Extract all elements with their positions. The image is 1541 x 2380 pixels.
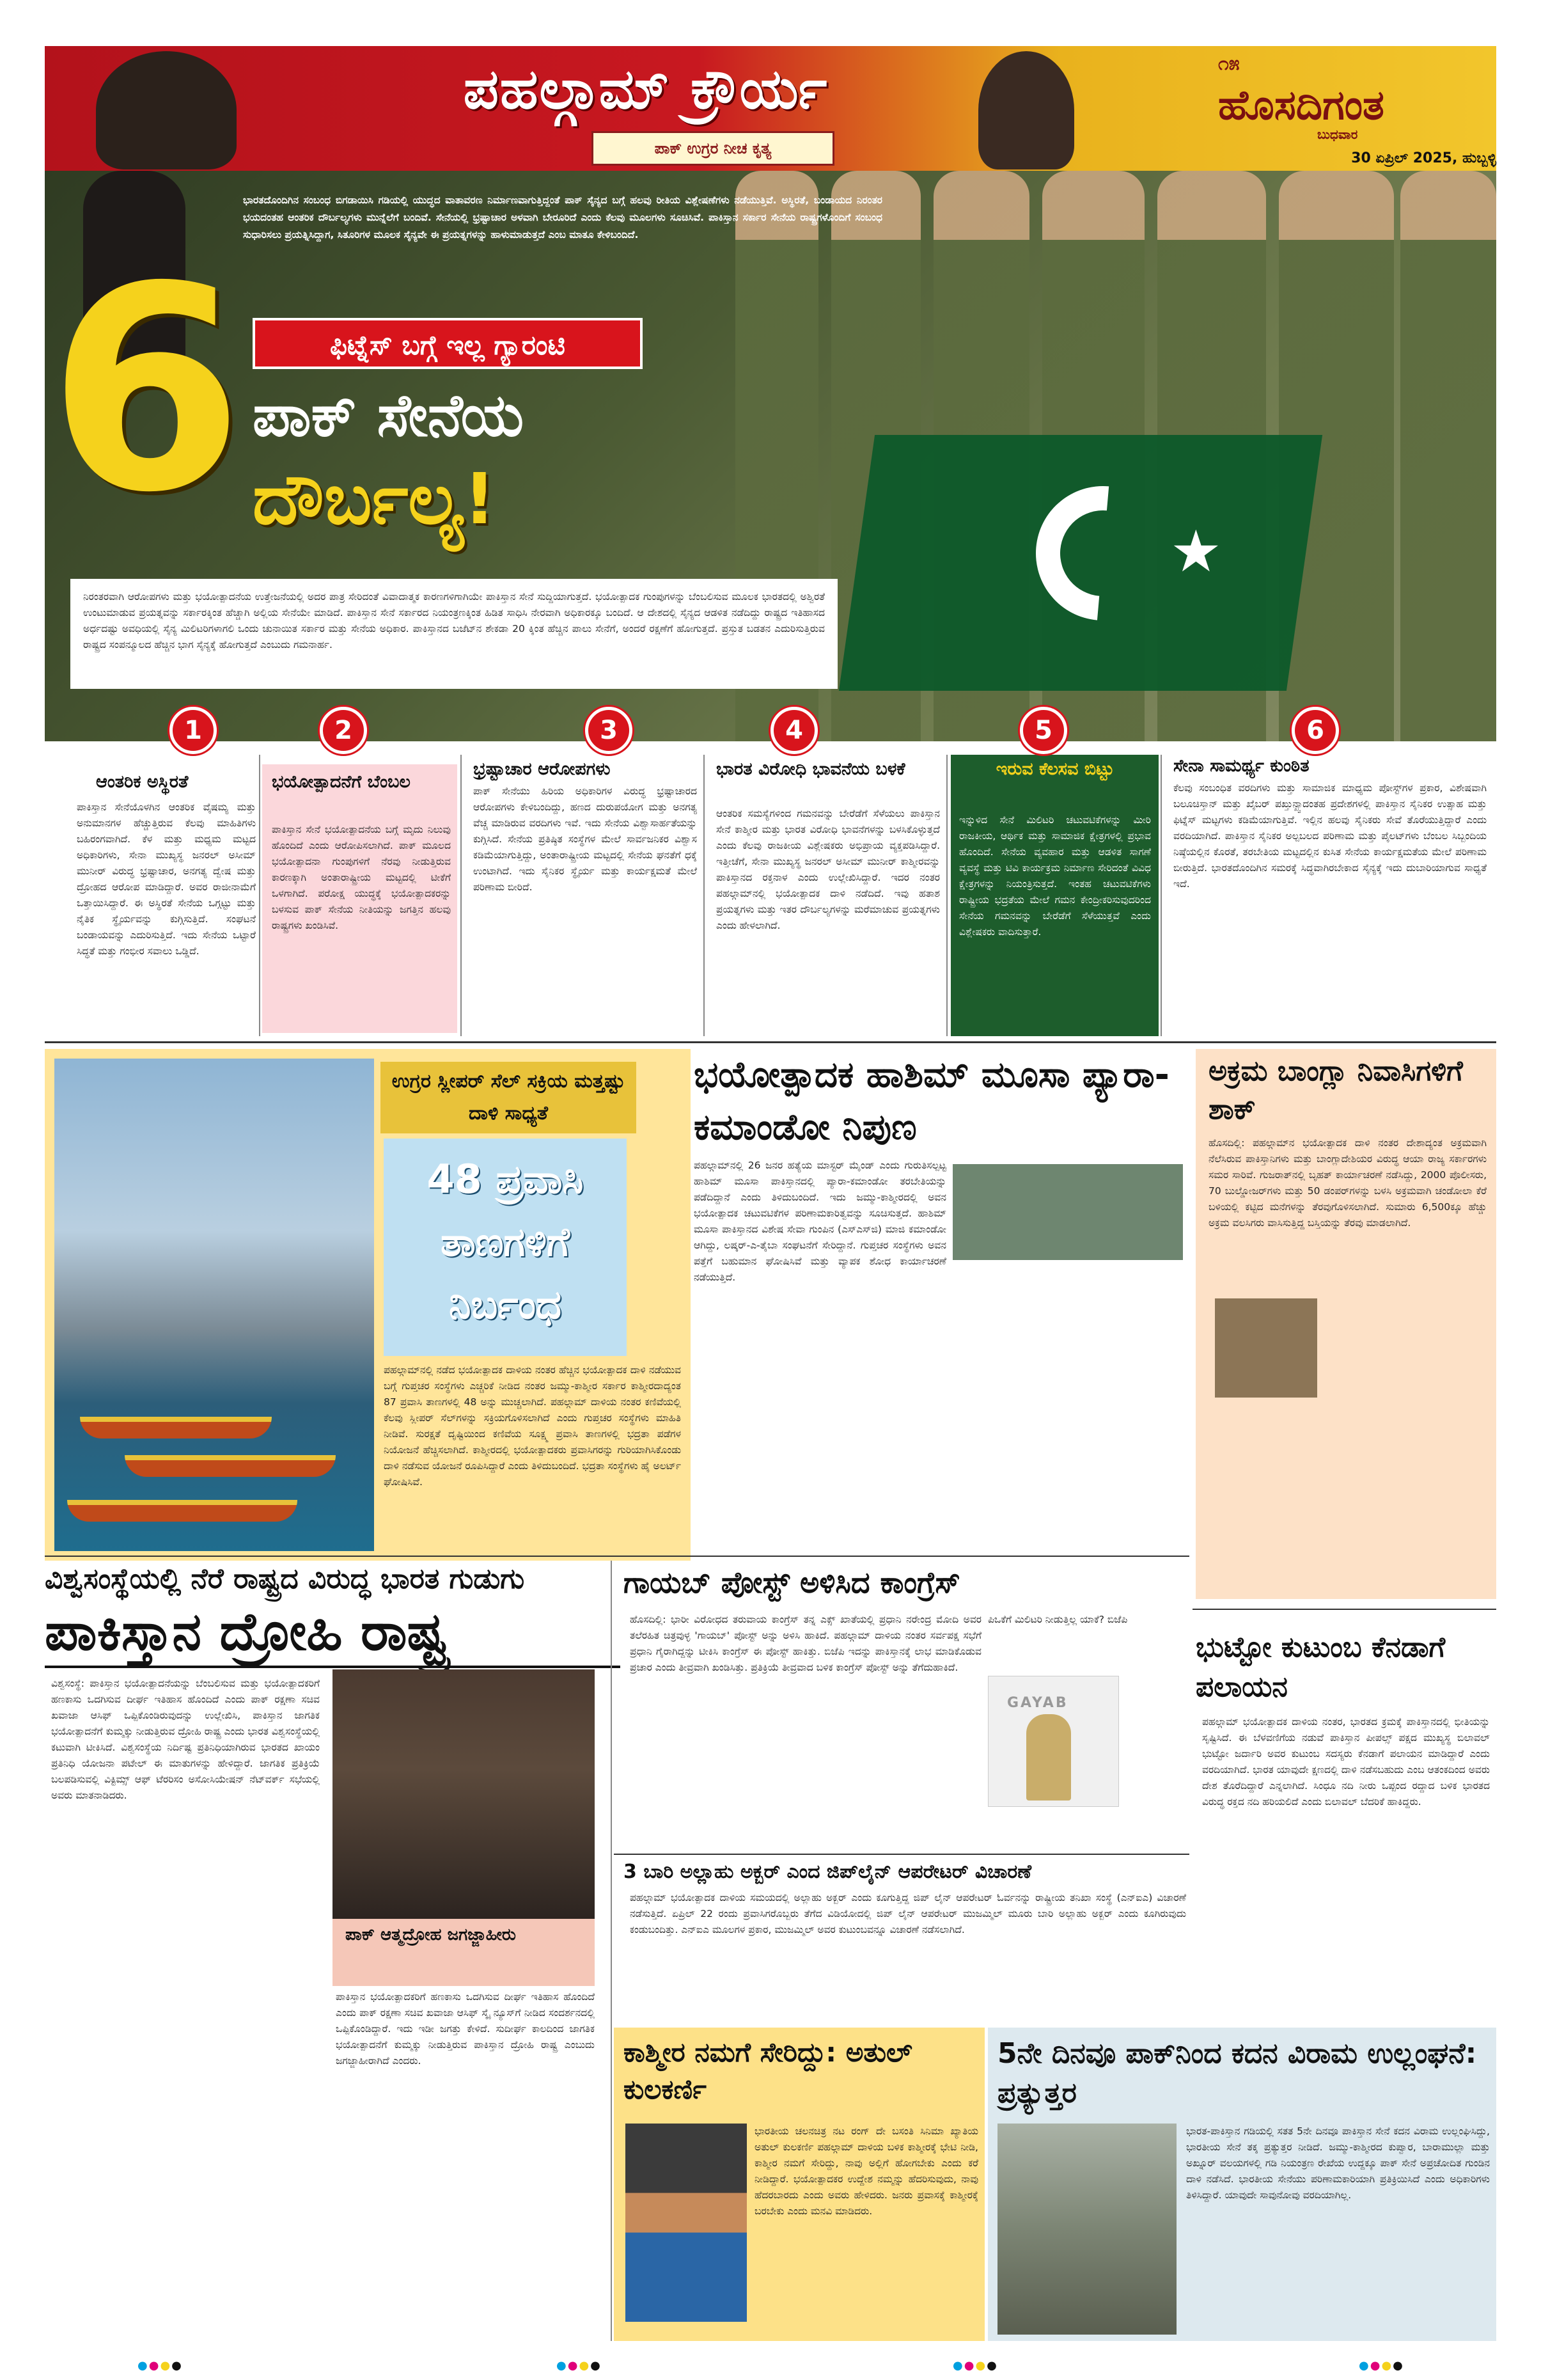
gayab-headline: ಗಾಯಬ್ ಪೋಸ್ಟ್ ಅಳಿಸಿದ ಕಾಂಗ್ರೆಸ್	[623, 1565, 960, 1600]
registration-dots: ●●●●	[556, 2359, 602, 2372]
victim-silhouette-image	[978, 51, 1074, 169]
registration-dots: ●●●●	[953, 2359, 998, 2372]
registration-dots: ●●●●	[1359, 2359, 1404, 2372]
point2-number: 2	[320, 707, 367, 754]
point5-body: ಇನ್ನುಳಿದ ಸೇನೆ ಮಿಲಿಟರಿ ಚಟುವಟಿಕೆಗಳನ್ನು ಮೀರಿ ರಾಜಕೀಯ, ಆರ್ಥಿಕ ಮತ್ತು ಸಾಮಾಜಿಕ ಕ್ಷೇತ್ರಗಳಲ್ಲಿ ಪ್ರಭಾವ ಹೊಂದಿದೆ. ಸೇನೆಯ ವ್ಯವಹಾರ ಮತ್ತು ಆಡಳಿತ ಸಾಗಣೆ ವ್ಯವಸ್ಥೆ ಮತ್ತು ಟಿವಿ ಕಾರ್ಯಕ್ರಮ ನಿರ್ಮಾಣ ಸೇರಿದಂತೆ ವಿವಿಧ ಕ್ಷೇತ್ರಗಳನ್ನು ನಿಯಂತ್ರಿಸುತ್ತದೆ. ಇಂತಹ ಚಟುವಟಿಕೆಗಳು ರಾಷ್ಟ್ರೀಯ ಭದ್ರತೆಯ ಮೇಲೆ ಗಮನ ಕೇಂದ್ರೀಕರಿಸುವುದರಿಂದ ಸೇನೆಯ ಗಮನವನ್ನು ಬೇರೆಡೆಗೆ ಸೆಳೆಯುತ್ತವೆ ಎಂದು ವಿಶ್ಲೇಷಕರು ವಾದಿಸುತ್ತಾರೆ.	[959, 814, 1151, 938]
sleeper-tag: ಉಗ್ರರ ಸ್ಲೀಪರ್ ಸೆಲ್ ಸಕ್ರಿಯ ಮತ್ತಷ್ಟು ದಾಳಿ ಸಾಧ್ಯತೆ	[380, 1062, 636, 1133]
hashim-body: ಪಹಲ್ಗಾಮ್‌ನಲ್ಲಿ 26 ಜನರ ಹತ್ಯೆಯ ಮಾಸ್ಟರ್ ಮೈಂಡ್ ಎಂದು ಗುರುತಿಸಲ್ಪಟ್ಟ ಹಾಶಿಮ್ ಮೂಸಾ ಪಾಕಿಸ್ತಾನದಲ್ಲಿ ಪ್ಯಾರಾ-ಕಮಾಂಡೋ ತರಬೇತಿಯನ್ನು ಪಡೆದಿದ್ದಾನೆ ಎಂದು ತಿಳಿದುಬಂದಿದೆ. ಇದು ಜಮ್ಮು-ಕಾಶ್ಮೀರದಲ್ಲಿ ಅವನ ಭಯೋತ್ಪಾದಕ ಚಟುವಟಿಕೆಗಳ ಪರಿಣಾಮಕಾರಿತ್ವವನ್ನು ಸೂಚಿಸುತ್ತದೆ. ಹಾಶಿಮ್ ಮೂಸಾ ಪಾಕಿಸ್ತಾನದ ವಿಶೇಷ ಸೇವಾ ಗುಂಪಿನ (ಎಸ್‌ಎಸ್‌ಜಿ) ಮಾಜಿ ಕಮಾಂಡೋ ಆಗಿದ್ದು, ಲಷ್ಕರ್-ಎ-ತೈಬಾ ಸಂಘಟನೆಗೆ ಸೇರಿದ್ದಾನೆ. ಗುಪ್ತಚರ ಸಂಸ್ಥೆಗಳು ಅವನ ಪತ್ತೆಗೆ ಬಹುಮಾನ ಘೋಷಿಸಿವೆ ಮತ್ತು ವ್ಯಾಪಕ ಶೋಧ ಕಾರ್ಯಾಚರಣೆ ನಡೆಯುತ್ತಿದೆ.	[694, 1160, 946, 1283]
point5-heading: ಇರುವ ಕೆಲಸವ ಬಿಟ್ಟು	[996, 759, 1115, 779]
gayab-body: ಹೊಸದಿಲ್ಲಿ: ಭಾರೀ ವಿರೋಧದ ತರುವಾಯ ಕಾಂಗ್ರೆಸ್ ತನ್ನ ಎಕ್ಸ್ ಖಾತೆಯಲ್ಲಿ ಪ್ರಧಾನಿ ನರೇಂದ್ರ ಮೋದಿ ಅವರ ತಲೆರಹಿತ ಚಿತ್ರವುಳ್ಳ 'ಗಾಯಬ್' ಪೋಸ್ಟ್ ಅನ್ನು ಅಳಿಸಿ ಹಾಕಿದೆ. ಪಹಲ್ಗಾಮ್ ದಾಳಿಯ ನಂತರ ಸರ್ವಪಕ್ಷ ಸಭೆಗೆ ಪ್ರಧಾನಿ ಗೈರಾಗಿದ್ದನ್ನು ಟೀಕಿಸಿ ಕಾಂಗ್ರೆಸ್ ಈ ಪೋಸ್ಟ್ ಹಾಕಿತ್ತು. ಬಿಜೆಪಿ ಇದನ್ನು ಪಾಕಿಸ್ತಾನಕ್ಕೆ ಲಾಭ ಮಾಡಿಕೊಡುವ ಪ್ರಚಾರ ಎಂದು ತೀವ್ರವಾಗಿ ಖಂಡಿಸಿತ್ತು. ಪ್ರತಿಕ್ರಿಯೆ ತೀವ್ರವಾದ ಬಳಿಕ ಕಾಂಗ್ರೆಸ್ ಪೋಸ್ಟ್ ಅನ್ನು ತೆಗೆದುಹಾಕಿದೆ.	[630, 1614, 982, 1673]
point5-number: 5	[1020, 707, 1067, 754]
ceasefire-body: ಭಾರತ-ಪಾಕಿಸ್ತಾನ ಗಡಿಯಲ್ಲಿ ಸತತ 5ನೇ ದಿನವೂ ಪಾಕಿಸ್ತಾನ ಸೇನೆ ಕದನ ವಿರಾಮ ಉಲ್ಲಂಘಿಸಿದ್ದು, ಭಾರತೀಯ ಸೇನೆ ತಕ್ಕ ಪ್ರತ್ಯುತ್ತರ ನೀಡಿದೆ. ಜಮ್ಮು-ಕಾಶ್ಮೀರದ ಕುಪ್ವಾರ, ಬಾರಾಮುಲ್ಲಾ ಮತ್ತು ಅಖ್ನೂರ್ ವಲಯಗಳಲ್ಲಿ ಗಡಿ ನಿಯಂತ್ರಣ ರೇಖೆಯ ಉದ್ದಕ್ಕೂ ಪಾಕ್ ಸೇನೆ ಅಪ್ರಚೋದಿತ ಗುಂಡಿನ ದಾಳಿ ನಡೆಸಿದೆ. ಭಾರತೀಯ ಸೇನೆಯು ಪರಿಣಾಮಕಾರಿಯಾಗಿ ಪ್ರತಿಕ್ರಿಯಿಸಿದೆ ಎಂದು ಅಧಿಕಾರಿಗಳು ತಿಳಿಸಿದ್ದಾರೆ. ಯಾವುದೇ ಸಾವುನೋವು ವರದಿಯಾಗಿಲ್ಲ.	[1186, 2125, 1490, 2201]
hashim-photo	[953, 1164, 1183, 1260]
issue-day: ಬುಧವಾರ	[1317, 127, 1358, 142]
hashim-body-cont	[953, 1270, 1189, 1548]
intro-box: ನಿರಂತರವಾಗಿ ಆರೋಪಗಳು ಮತ್ತು ಭಯೋತ್ಪಾದನೆಯ ಉತ್ತೇಜನೆಯಲ್ಲಿ ಅದರ ಪಾತ್ರ ಸೇರಿದಂತೆ ವಿವಾದಾತ್ಮಕ ಕಾರಣಗಳಿಗಾಗಿಯೇ ಪಾಕಿಸ್ತಾನ ಸೇನೆ ಸುದ್ದಿಯಾಗುತ್ತದೆ. ಭಯೋತ್ಪಾದಕ ಗುಂಪುಗಳನ್ನು ಬೆಂಬಲಿಸುವ ಮೂಲಕ ಭಾರತದಲ್ಲಿ ಅಶ್ವಿರತೆ ಉಂಟುಮಾಡುವ ಪ್ರಯತ್ನವನ್ನು ಸರ್ಕಾರಕ್ಕಿಂತ ಹೆಚ್ಚಾಗಿ ಅಲ್ಲಿಯ ಸೇನೆಯೇ ಮಾಡಿದೆ. ಪಾಕಿಸ್ತಾನ ಸೇನೆ ಸರ್ಕಾರದ ನಿಯಂತ್ರಣಕ್ಕಿಂತ ಹಿಡಿತ ಸಾಧಿಸಿ ನೇರವಾಗಿ ಅಧಿಕಾರಕ್ಕೂ ಬಂದಿದೆ. ಆ ದೇಶದಲ್ಲಿ ಸೈನ್ಯದ ಆಡಳಿತ ನಡೆದಿದ್ದು ರಾಷ್ಟ್ರದ ಇತಿಹಾಸದ ಅರ್ಧದಷ್ಟು ಅವಧಿಯಲ್ಲಿ ಸೈನ್ಯ ಮಿಲಿಟರಿಗಳಾಗಲಿ ಒಂದು ಚುನಾಯಿತ ಸರ್ಕಾರ ಮತ್ತು ಸೇನೆಯ ಅಧಿಕಾರ. ಪಾಕಿಸ್ತಾನದ ಬಜೆಟ್‌ನ ಶೇಕಡಾ 20 ಕ್ಕಿಂತ ಹೆಚ್ಚಿನ ಪಾಲು ಸೇನೆಗೆ, ಅಂದರೆ ರಕ್ಷಣೆಗೆ ಹೋಗುತ್ತದೆ. ಪ್ರಸ್ತುತ ಬಡತನ ಎದುರಿಸುತ್ತಿರುವ ರಾಷ್ಟ್ರದ ಸಂಪನ್ಮೂಲದ ಹೆಚ್ಚಿನ ಭಾಗ ಸೈನ್ಯಕ್ಕೆ ಹೋಗುತ್ತದೆ ಎಂಬುದು ಗಮನಾರ್ಹ.	[70, 579, 838, 689]
logo-badge: ೧೫	[1218, 52, 1240, 75]
section-title: ಪಹಲ್ಗಾಮ್ ಕ್ರೌರ್ಯ	[463, 58, 829, 122]
section-subtitle: ಪಾಕ್ ಉಗ್ರರ ನೀಚ ಕೃತ್ಯ	[591, 131, 834, 166]
bangla-body: ಹೊಸದಿಲ್ಲಿ: ಪಹಲ್ಗಾಮ್‌ನ ಭಯೋತ್ಪಾದಕ ದಾಳಿ ನಂತರ ದೇಶಾದ್ಯಂತ ಅಕ್ರಮವಾಗಿ ನೆಲೆಸಿರುವ ಪಾಕಿಸ್ತಾನಿಗಳು ಮತ್ತು ಬಾಂಗ್ಲಾದೇಶಿಯರ ವಿರುದ್ಧ ಆಯಾ ರಾಜ್ಯ ಸರ್ಕಾರಗಳು ಸಮರ ಸಾರಿವೆ. ಗುಜರಾತ್‌ನಲ್ಲಿ ಬೃಹತ್ ಕಾರ್ಯಾಚರಣೆ ನಡೆಸಿದ್ದು, 2000 ಪೊಲೀಸರು, 70 ಬುಲ್ಡೋಜರ್‌ಗಳು ಮತ್ತು 50 ಡಂಪರ್‌ಗಳನ್ನು ಬಳಸಿ ಅಕ್ರಮವಾಗಿ ಚಂಡೋಲಾ ಕೆರೆ ಬಳಿಯಲ್ಲಿ ಕಟ್ಟಿದ ಮನೆಗಳನ್ನು ತೆರವುಗೊಳಿಸಲಾಗಿದೆ. ಸುಮಾರು 6,500ಕ್ಕೂ ಹೆಚ್ಚು ಅಕ್ರಮ ವಲಸಿಗರು ವಾಸಿಸುತ್ತಿದ್ದ ಬಸ್ತಿಯನ್ನು ತೆರವು ಮಾಡಲಾಗಿದೆ.	[1209, 1137, 1487, 1229]
red-tag: ಫಿಟ್ನೆಸ್ ಬಗ್ಗೆ ಇಲ್ಲ ಗ್ಯಾರಂಟಿ	[253, 318, 643, 369]
intro-paragraph: ಭಾರತದೊಂದಿಗಿನ ಸಂಬಂಧ ಬಿಗಡಾಯಿಸಿ ಗಡಿಯಲ್ಲಿ ಯುದ್ಧದ ವಾತಾವರಣ ನಿರ್ಮಾಣವಾಗುತ್ತಿದ್ದಂತೆ ಪಾಕ್ ಸೈನ್ಯದ ಬಗ್ಗೆ ಹಲವು ರೀತಿಯ ವಿಶ್ಲೇಷಣೆಗಳು ನಡೆಯುತ್ತಿವೆ. ಅಸ್ಥಿರತೆ, ಬಂಡಾಯದ ನಿರಂತರ ಭಯದಂತಹ ಆಂತರಿಕ ದೌರ್ಬಲ್ಯಗಳು ಮುನ್ನೆಲೆಗೆ ಬಂದಿವೆ. ಸೇನೆಯಲ್ಲಿ ಭ್ರಷ್ಟಾಚಾರ ಅಳವಾಗಿ ಬೇರೂರಿದೆ ಎಂದು ಕೆಲವು ಮೂಲಗಳು ಸೂಚಿಸಿವೆ. ಪಾಕಿಸ್ತಾನ ಸರ್ಕಾರ ಸೇನೆಯ ರಾಷ್ಟ್ರಗಳೊಂದಿಗೆ ಸಂಬಂಧ ಸುಧಾರಿಸಲು ಪ್ರಯತ್ನಿಸಿದ್ದಾಗ, ಸಿತೂರಿಗಳ ಮೂಲಕ ಸೈನ್ಯವೇ ಈ ಪ್ರಯತ್ನಗಳನ್ನು ಹಾಳುಮಾಡುತ್ತದೆ ಎಂಬ ಮಾತೂ ಕೇಳಿಬಂದಿದೆ.	[243, 194, 882, 240]
gunman-silhouette-image	[96, 51, 237, 169]
headless-figure-image	[1026, 1714, 1071, 1801]
bhutto-body: ಪಹಲ್ಗಾಮ್ ಭಯೋತ್ಪಾದಕ ದಾಳಿಯ ನಂತರ, ಭಾರತದ ಕ್ರಮಕ್ಕೆ ಪಾಕಿಸ್ತಾನದಲ್ಲಿ ಭೀತಿಯನ್ನು ಸೃಷ್ಟಿಸಿದೆ. ಈ ಬೆಳವಣಿಗೆಯ ನಡುವೆ ಪಾಕಿಸ್ತಾನ ಪೀಪಲ್ಸ್ ಪಕ್ಷದ ಮುಖ್ಯಸ್ಥ ಬಿಲಾವಲ್ ಭುಟ್ಟೋ ಜರ್ದಾರಿ ಅವರ ಕುಟುಂಬ ಸದಸ್ಯರು ಕೆನಡಾಗೆ ಪಲಾಯನ ಮಾಡಿದ್ದಾರೆ ಎಂದು ವರದಿಯಾಗಿದೆ. ಭಾರತ ಯಾವುದೇ ಕ್ಷಣದಲ್ಲಿ ದಾಳಿ ನಡೆಸಬಹುದು ಎಂಬ ಆತಂಕದಿಂದ ಅವರು ದೇಶ ತೊರೆದಿದ್ದಾರೆ ಎನ್ನಲಾಗಿದೆ. ಸಿಂಧೂ ನದಿ ನೀರು ಒಪ್ಪಂದ ರದ್ದಾದ ಬಳಿಕ ಭಾರತದ ವಿರುದ್ಧ ರಕ್ತದ ನದಿ ಹರಿಯಲಿದೆ ಎಂದು ಬಿಲಾವಲ್ ಬೆದರಿಕೆ ಹಾಕಿದ್ದರು.	[1202, 1716, 1490, 1808]
star-icon: ★	[1170, 518, 1222, 585]
newspaper-logo: ಹೊಸದಿಗಂತ	[1218, 82, 1384, 129]
un-headline: ಪಾಕಿಸ್ತಾನ ದ್ರೋಹಿ ರಾಷ್ಟ್ರ	[45, 1599, 620, 1668]
caption-body: ಪಾಕಿಸ್ತಾನ ಭಯೋತ್ಪಾದಕರಿಗೆ ಹಣಕಾಸು ಒದಗಿಸುವ ದೀರ್ಘ ಇತಿಹಾಸ ಹೊಂದಿದೆ ಎಂದು ಪಾಕ್ ರಕ್ಷಣಾ ಸಚಿವ ಖವಾಜಾ ಆಸಿಫ್ ಸ್ಕೈ ನ್ಯೂಸ್‌ಗೆ ನೀಡಿದ ಸಂದರ್ಶನದಲ್ಲಿ ಒಪ್ಪಿಕೊಂಡಿದ್ದಾರೆ. ಇದು ಇಡೀ ಜಗತ್ತು ಕೇಳಿದೆ. ಸುದೀರ್ಘ ಕಾಲದಿಂದ ಜಾಗತಿಕ ಭಯೋತ್ಪಾದನೆಗೆ ಕುಮ್ಮಕ್ಕು ನೀಡುತ್ತಿರುವ ಪಾಕಿಸ್ತಾನ ದ್ರೋಹಿ ರಾಷ್ಟ್ರ ಎಂಬುದು ಜಗಜ್ಜಾಹೀರಾಗಿದೆ ಎಂದರು.	[336, 1991, 595, 2067]
bhutto-headline: ಭುಟ್ಟೋ ಕುಟುಂಬ ಕೆನಡಾಗೆ ಪಲಾಯನ	[1196, 1631, 1446, 1703]
sleeper-body: ಪಹಲ್ಗಾಮ್‌ನಲ್ಲಿ ನಡೆದ ಭಯೋತ್ಪಾದಕ ದಾಳಿಯ ನಂತರ ಹೆಚ್ಚಿನ ಭಯೋತ್ಪಾದಕ ದಾಳಿ ನಡೆಯುವ ಬಗ್ಗೆ ಗುಪ್ತಚರ ಸಂಸ್ಥೆಗಳು ಎಚ್ಚರಿಕೆ ನೀಡಿದ ನಂತರ ಜಮ್ಮು-ಕಾಶ್ಮೀರ ಸರ್ಕಾರ ಕಾಶ್ಮೀರದಾದ್ಯಂತ 87 ಪ್ರವಾಸಿ ತಾಣಗಳಲ್ಲಿ 48 ಅನ್ನು ಮುಚ್ಚಲಾಗಿದೆ. ಪಹಲ್ಗಾಮ್ ದಾಳಿಯ ನಂತರ ಕಣಿವೆಯಲ್ಲಿ ಕೆಲವು ಸ್ಲೀಪರ್ ಸೆಲ್‌ಗಳನ್ನು ಸಕ್ರಿಯಗೊಳಿಸಲಾಗಿದೆ ಎಂದು ಗುಪ್ತಚರ ಸಂಸ್ಥೆಗಳು ಮಾಹಿತಿ ನೀಡಿವೆ. ಸುರಕ್ಷತೆ ದೃಷ್ಟಿಯಿಂದ ಕಣಿವೆಯ ಸೂಕ್ಷ್ಮ ಪ್ರವಾಸಿ ತಾಣಗಳಲ್ಲಿ ಭದ್ರತಾ ಪಡೆಗಳ ನಿಯೋಜನೆ ಹೆಚ್ಚಿಸಲಾಗಿದೆ. ಕಾಶ್ಮೀರದಲ್ಲಿ ಭಯೋತ್ಪಾದಕರು ಪ್ರವಾಸಿಗರನ್ನು ಗುರಿಯಾಗಿಸಿಕೊಂಡು ದಾಳಿ ನಡೆಸುವ ಯೋಜನೆ ರೂಪಿಸಿದ್ದಾರೆ ಎಂದು ತಿಳಿದುಬಂದಿದೆ. ಭದ್ರತಾ ಸಂಸ್ಥೆಗಳು ಹೈ ಅಲರ್ಟ್ ಘೋಷಿಸಿವೆ.	[384, 1364, 681, 1488]
headline-line2: ದೌರ್ಬಲ್ಯ!	[253, 458, 496, 540]
point2-heading: ಭಯೋತ್ಪಾದನೆಗೆ ಬೆಂಬಲ	[272, 772, 411, 792]
point3-body: ಪಾಕ್ ಸೇನೆಯು ಹಿರಿಯ ಅಧಿಕಾರಿಗಳ ವಿರುದ್ಧ ಭ್ರಷ್ಟಾಚಾರದ ಆರೋಪಗಳು ಕೇಳಿಬಂದಿದ್ದು, ಹಣದ ದುರುಪಯೋಗ ಮತ್ತು ಅನಗತ್ಯ ವೆಚ್ಚ ಮಾಡಿರುವ ವರದಿಗಳು ಇವೆ. ಇದು ಸೇನೆಯ ವಿಶ್ವಾಸಾರ್ಹತೆಯನ್ನು ಕುಗ್ಗಿಸಿದೆ. ಸೇನೆಯ ಪ್ರತಿಷ್ಠಿತ ಸಂಸ್ಥೆಗಳ ಮೇಲೆ ಸಾರ್ವಜನಿಕರ ವಿಶ್ವಾಸ ಕಡಿಮೆಯಾಗುತ್ತಿದ್ದು, ಅಂತಾರಾಷ್ಟ್ರೀಯ ಮಟ್ಟದಲ್ಲಿ ಸೇನೆಯ ಘನತೆಗೆ ಧಕ್ಕೆ ಉಂಟಾಗಿದೆ. ಇದು ಸೈನಿಕರ ಸ್ಥೈರ್ಯ ಮತ್ತು ಕಾರ್ಯಕ್ಷಮತೆ ಮೇಲೆ ಪರಿಣಾಮ ಬೀರಿದೆ.	[473, 785, 697, 893]
headline-line1: ಪಾಕ್ ಸೇನೆಯ	[253, 381, 524, 450]
shikara-boats-image	[54, 1059, 374, 1551]
point4-body: ಆಂತರಿಕ ಸಮಸ್ಯೆಗಳಿಂದ ಗಮನವನ್ನು ಬೇರೆಡೆಗೆ ಸೆಳೆಯಲು ಪಾಕಿಸ್ತಾನ ಸೇನೆ ಕಾಶ್ಮೀರ ಮತ್ತು ಭಾರತ ವಿರೋಧಿ ಭಾವನೆಗಳನ್ನು ಬಳಸಿಕೊಳ್ಳುತ್ತದೆ ಎಂದು ಕೆಲವು ರಾಜಕೀಯ ವಿಶ್ಲೇಷಕರು ಅಭಿಪ್ರಾಯ ವ್ಯಕ್ತಪಡಿಸಿದ್ದಾರೆ. ಇತ್ತೀಚೆಗೆ, ಸೇನಾ ಮುಖ್ಯಸ್ಥ ಜನರಲ್ ಅಸೀಮ್ ಮುನೀರ್ ಕಾಶ್ಮೀರವನ್ನು ಪಾಕಿಸ್ತಾನದ ರಕ್ತನಾಳ ಎಂದು ಉಲ್ಲೇಖಿಸಿದ್ದಾರೆ. ಇದರ ನಂತರ ಪಹಲ್ಗಾಮ್‌ನಲ್ಲಿ ಭಯೋತ್ಪಾದಕ ದಾಳಿ ನಡೆದಿದೆ. ಇವು ಹತಾಶ ಪ್ರಯತ್ನಗಳು ಮತ್ತು ಇತರ ದೌರ್ಬಲ್ಯಗಳನ್ನು ಮರೆಮಾಚುವ ಪ್ರಯತ್ನಗಳು ಎಂದು ಹೇಳಲಾಗಿದೆ.	[716, 808, 940, 931]
hashim-headline: ಭಯೋತ್ಪಾದಕ ಹಾಶಿಮ್ ಮೂಸಾ ಪ್ಯಾರಾ-ಕಮಾಂಡೋ ನಿಪುಣ	[694, 1054, 1169, 1148]
point6-body: ಕೆಲವು ಸಂಬಂಧಿತ ವರದಿಗಳು ಮತ್ತು ಸಾಮಾಜಿಕ ಮಾಧ್ಯಮ ಪೋಸ್ಟ್‌ಗಳ ಪ್ರಕಾರ, ವಿಶೇಷವಾಗಿ ಬಲೂಚಿಸ್ತಾನ್ ಮತ್ತು ಖೈಬರ್ ಪಖ್ತುನ್ಖ್ವಾದಂತಹ ಪ್ರದೇಶಗಳಲ್ಲಿ ಪಾಕಿಸ್ತಾನ ಸೈನಿಕರ ಉತ್ಸಾಹ ಮತ್ತು ಫಿಟ್ನೆಸ್ ಮಟ್ಟಗಳು ಕಡಿಮೆಯಾಗುತ್ತಿವೆ. ಇಲ್ಲಿನ ಹಲವು ಸೈನಿಕರು ಸೇವೆ ತೊರೆಯುತ್ತಿದ್ದಾರೆ ಎಂದು ವರದಿಯಾಗಿದೆ. ಪಾಕಿಸ್ತಾನ ಸೈನಿಕರ ಅಲ್ಪಬಲದ ಪರಿಣಾಮ ಮತ್ತು ಪೈಲಟ್‌ಗಳು ಬೆಂಬಲ ಸಿಬ್ಬಂದಿಯ ನಿಷ್ಠೆಯಲ್ಲಿನ ಕೊರತೆ, ತರಬೇತಿಯ ಮಟ್ಟದಲ್ಲಿನ ಕುಸಿತ ಸೇನೆಯ ಕಾರ್ಯಕ್ಷಮತೆಯ ಮೇಲೆ ಪರಿಣಾಮ ಬೀರುತ್ತಿದೆ. ಭಾರತದೊಂದಿಗಿನ ಸಮರಕ್ಕೆ ಸಿದ್ಧವಾಗಿರಬೇಕಾದ ಸೈನ್ಯಕ್ಕೆ ಇದು ದುಬಾರಿಯಾಗುವ ಸಾಧ್ಯತೆ ಇದೆ.	[1173, 782, 1487, 890]
big-number: 6	[48, 226, 244, 554]
un-kicker: ವಿಶ್ವಸಂಸ್ಥೆಯಲ್ಲಿ ನೆರೆ ರಾಷ್ಟ್ರದ ವಿರುದ್ಧ ಭಾರತ ಗುಡುಗು	[45, 1563, 525, 1595]
point3-heading: ಭ್ರಷ್ಟಾಚಾರ ಆರೋಪಗಳು	[473, 759, 611, 779]
actor-photo	[625, 2124, 747, 2322]
zipline-body: ಪಹಲ್ಗಾಮ್ ಭಯೋತ್ಪಾದಕ ದಾಳಿಯ ಸಮಯದಲ್ಲಿ ಅಲ್ಲಾಹು ಅಕ್ಬರ್ ಎಂದು ಕೂಗುತ್ತಿದ್ದ ಜಿಪ್ ಲೈನ್ ಆಪರೇಟರ್ ಓರ್ವನನ್ನು ರಾಷ್ಟ್ರೀಯ ತನಿಖಾ ಸಂಸ್ಥೆ (ಎನ್‌ಐಎ) ವಿಚಾರಣೆ ನಡೆಸುತ್ತಿದೆ. ಏಪ್ರಿಲ್ 22 ರಂದು ಪ್ರವಾಸಿಗರೊಬ್ಬರು ತೆಗೆದ ವಿಡಿಯೋದಲ್ಲಿ ಜಿಪ್ ಲೈನ್ ಆಪರೇಟರ್ ಮುಜಮ್ಮಿಲ್ ಮೂರು ಬಾರಿ ಅಲ್ಲಾಹು ಅಕ್ಬರ್ ಎಂದು ಕೂಗಿರುವುದು ಕಂಡುಬಂದಿತ್ತು. ಎನ್‌ಐಎ ಮೂಲಗಳ ಪ್ರಕಾರ, ಮುಜಮ್ಮಿಲ್ ಅವರ ಕುಟುಂಬವನ್ನೂ ವಿಚಾರಣೆ ನಡೆಸಲಾಗಿದೆ.	[630, 1892, 1186, 1935]
point1-body: ಪಾಕಿಸ್ತಾನ ಸೇನೆಯೊಳಗಿನ ಆಂತರಿಕ ವೈಷಮ್ಯ ಮತ್ತು ಅನುಮಾನಗಳ ಹೆಚ್ಚುತ್ತಿರುವ ಕೆಲವು ಮಾಹಿತಿಗಳು ಬಹಿರಂಗವಾಗಿದೆ. ಕೆಳ ಮತ್ತು ಮಧ್ಯಮ ಮಟ್ಟದ ಅಧಿಕಾರಿಗಳು, ಸೇನಾ ಮುಖ್ಯಸ್ಥ ಜನರಲ್ ಅಸೀಮ್ ಮುನೀರ್ ವಿರುದ್ಧ ಭ್ರಷ್ಟಾಚಾರ, ಅನಗತ್ಯ ದ್ವೇಷ ಮತ್ತು ದ್ರೋಹದ ಆರೋಪ ಮಾಡಿದ್ದಾರೆ. ಅವರ ರಾಜೀನಾಮೆಗೆ ಒತ್ತಾಯಿಸಿದ್ದಾರೆ. ಈ ಅಸ್ಥಿರತೆ ಸೇನೆಯ ಒಗ್ಗಟ್ಟು ಮತ್ತು ನೈತಿಕ ಸ್ಥೈರ್ಯವನ್ನು ಕುಗ್ಗಿಸುತ್ತಿದೆ. ಸಂಘಟನೆ ಬಂಡಾಯವನ್ನು ಎದುರಿಸುತ್ತಿದೆ. ಇದು ಸೇನೆಯ ಒಟ್ಟಾರೆ ಸಿದ್ಧತೆ ಮತ್ತು ಗಂಭೀರ ಸವಾಲು ಒಡ್ಡಿದೆ.	[77, 801, 256, 957]
point3-number: 3	[585, 707, 632, 754]
sleeper-headline: 48 ಪ್ರವಾಸಿ ತಾಣಗಳಿಗೆ ನಿರ್ಬಂಧ	[426, 1156, 584, 1328]
un-body: ವಿಶ್ವಸಂಸ್ಥೆ: ಪಾಕಿಸ್ತಾನ ಭಯೋತ್ಪಾದನೆಯನ್ನು ಬೆಂಬಲಿಸುವ ಮತ್ತು ಭಯೋತ್ಪಾದಕರಿಗೆ ಹಣಕಾಸು ಒದಗಿಸುವ ದೀರ್ಘ ಇತಿಹಾಸ ಹೊಂದಿದೆ ಎಂದು ಪಾಕ್ ರಕ್ಷಣಾ ಸಚಿವ ಖವಾಜಾ ಆಸಿಫ್ ಒಪ್ಪಿಕೊಂಡಿರುವುದನ್ನು ಉಲ್ಲೇಖಿಸಿ, ಪಾಕಿಸ್ತಾನ ಜಾಗತಿಕ ಭಯೋತ್ಪಾದನೆಗೆ ಕುಮ್ಮಕ್ಕು ನೀಡುತ್ತಿರುವ ದ್ರೋಹಿ ರಾಷ್ಟ್ರ ಎಂದು ಭಾರತ ವಿಶ್ವಸಂಸ್ಥೆಯಲ್ಲಿ ಕಟುವಾಗಿ ಟೀಕಿಸಿದೆ. ವಿಶ್ವಸಂಸ್ಥೆಯ ನಿರ್ದಿಷ್ಟ ಪ್ರತಿನಿಧಿಯಾಗಿರುವ ಭಾರತದ ಖಾಯಂ ಪ್ರತಿನಿಧಿ ಯೋಜನಾ ಪಟೇಲ್ ಈ ಮಾತುಗಳನ್ನು ಹೇಳಿದ್ದಾರೆ. ಜಾಗತಿಕ ಪ್ರತಿಕ್ರಿಯೆ ಬಲಪಡಿಸುವಲ್ಲಿ ವಿಕ್ಟಿಮ್ಸ್ ಆಫ್ ಟೆರರಿಸಂ ಅಸೋಸಿಯೇಷನ್ ನೆಟ್‌ವರ್ಕ್ ಸಭೆಯಲ್ಲಿ ಅವರು ಮಾತನಾಡಿದರು.	[51, 1678, 320, 1801]
point2-body: ಪಾಕಿಸ್ತಾನ ಸೇನೆ ಭಯೋತ್ಪಾದನೆಯ ಬಗ್ಗೆ ಮೃದು ನಿಲುವು ಹೊಂದಿದೆ ಎಂದು ಆರೋಪಿಸಲಾಗಿದೆ. ಪಾಕ್ ಮೂಲದ ಭಯೋತ್ಪಾದನಾ ಗುಂಪುಗಳಿಗೆ ನೆರವು ನೀಡುತ್ತಿರುವ ಕಾರಣಕ್ಕಾಗಿ ಅಂತಾರಾಷ್ಟ್ರೀಯ ಮಟ್ಟದಲ್ಲಿ ಟೀಕೆಗೆ ಒಳಗಾಗಿದೆ. ಪರೋಕ್ಷ ಯುದ್ಧಕ್ಕೆ ಭಯೋತ್ಪಾದಕರನ್ನು ಬಳಸುವ ಪಾಕ್ ಸೇನೆಯ ನೀತಿಯನ್ನು ಜಗತ್ತಿನ ಹಲವು ರಾಷ್ಟ್ರಗಳು ಖಂಡಿಸಿವೆ.	[272, 824, 451, 931]
point1-number: 1	[169, 707, 217, 754]
point4-heading: ಭಾರತ ವಿರೋಧಿ ಭಾವನೆಯ ಬಳಕೆ	[716, 759, 905, 779]
ceasefire-headline: 5ನೇ ದಿನವೂ ಪಾಕ್‌ನಿಂದ ಕದನ ವಿರಾಮ ಉಲ್ಲಂಘನೆ: ಪ್ರತ್ಯುತ್ತರ	[997, 2037, 1477, 2109]
point1-heading: ಆಂತರಿಕ ಅಸ್ಥಿರತೆ	[96, 772, 189, 792]
bsf-soldiers-photo	[997, 2124, 1177, 2335]
issue-date: 30 ಏಪ್ರಿಲ್ 2025, ಹುಬ್ಬಳ್ಳಿ	[1351, 150, 1496, 166]
point6-number: 6	[1292, 707, 1339, 754]
bangla-photo	[1215, 1298, 1317, 1398]
gayab-sidebar: ಪಿಒಕೆಗೆ ಮಿಲಿಟರಿ ನೀಡುತ್ತಿಲ್ಲ ಯಾಕೆ? ಬಿಜೆಪಿ	[988, 1614, 1128, 1625]
kashmir-headline: ಕಾಶ್ಮೀರ ನಮಗೆ ಸೇರಿದ್ದು: ಅತುಲ್ ಕುಲಕರ್ಣಿ	[623, 2037, 912, 2105]
speaker-photo	[332, 1669, 595, 1919]
kashmir-body: ಭಾರತೀಯ ಚಲನಚಿತ್ರ ನಟ ರಂಗ್ ದೇ ಬಸಂತಿ ಸಿನಿಮಾ ಖ್ಯಾತಿಯ ಅತುಲ್ ಕುಲಕರ್ಣಿ ಪಹಲ್ಗಾಮ್ ದಾಳಿಯ ಬಳಿಕ ಕಾಶ್ಮೀರಕ್ಕೆ ಭೇಟಿ ನೀಡಿ, ಕಾಶ್ಮೀರ ನಮಗೆ ಸೇರಿದ್ದು, ನಾವು ಅಲ್ಲಿಗೆ ಹೋಗಬೇಕು ಎಂದು ಕರೆ ನೀಡಿದ್ದಾರೆ. ಭಯೋತ್ಪಾದಕರ ಉದ್ದೇಶ ನಮ್ಮನ್ನು ಹೆದರಿಸುವುದು, ನಾವು ಹೆದರಬಾರದು ಎಂದು ಅವರು ಹೇಳಿದರು. ಜನರು ಪ್ರವಾಸಕ್ಕೆ ಕಾಶ್ಮೀರಕ್ಕೆ ಬರಬೇಕು ಎಂದು ಮನವಿ ಮಾಡಿದರು.	[755, 2125, 978, 2217]
zipline-headline: 3 ಬಾರಿ ಅಲ್ಲಾಹು ಅಕ್ಬರ್ ಎಂದ ಜಿಪ್‌ಲೈನ್ ಆಪರೇಟರ್ ವಿಚಾರಣೆ	[623, 1861, 1032, 1883]
point4-number: 4	[770, 707, 818, 754]
bangla-headline: ಅಕ್ರಮ ಬಾಂಗ್ಲಾ ನಿವಾಸಿಗಳಿಗೆ ಶಾಕ್	[1209, 1055, 1463, 1126]
photo-caption: ಪಾಕ್ ಆತ್ಮದ್ರೋಹ ಜಗಜ್ಜಾಹೀರು	[345, 1925, 516, 1944]
gayab-poster-text: GAYAB	[1007, 1695, 1068, 1711]
registration-dots: ●●●●	[137, 2359, 183, 2372]
point6-heading: ಸೇನಾ ಸಾಮರ್ಥ್ಯ ಕುಂಠಿತ	[1173, 756, 1310, 776]
gayab-body-cont	[1125, 1679, 1189, 1852]
